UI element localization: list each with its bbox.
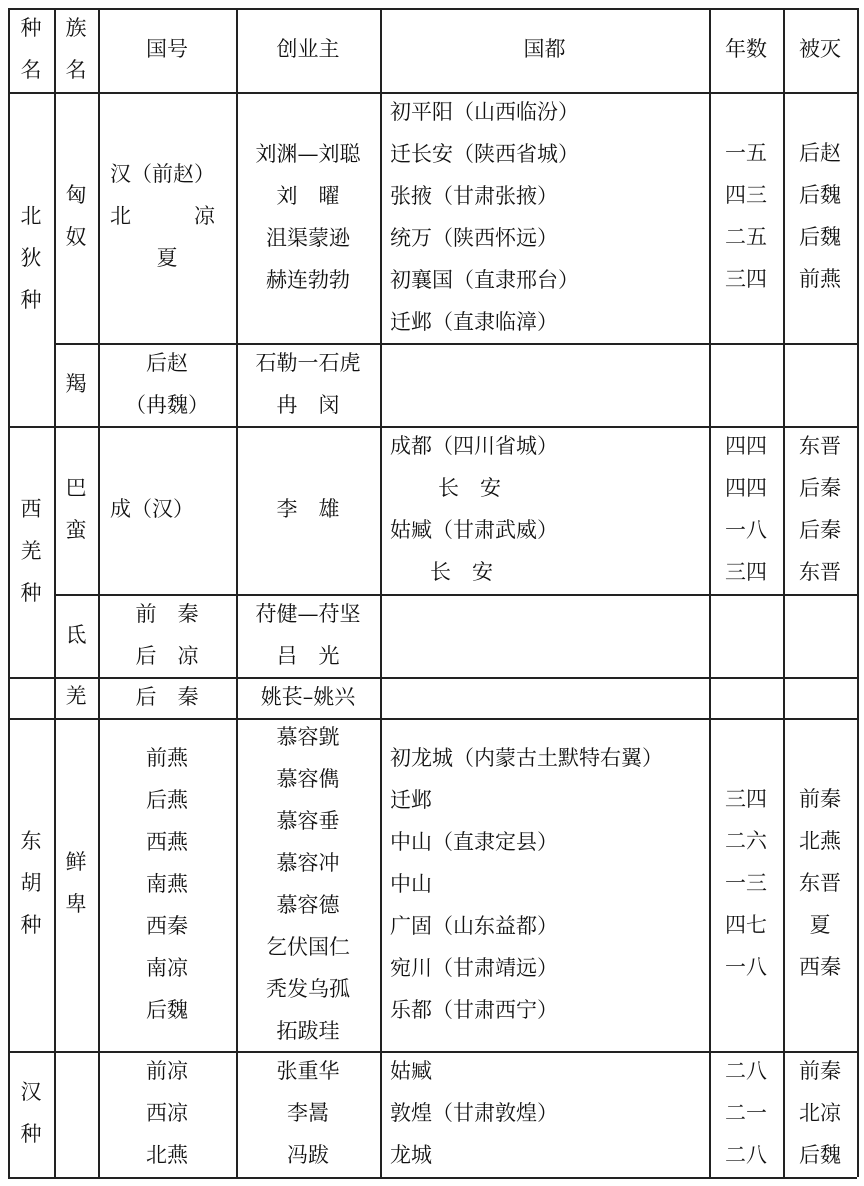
reign-years: 四三 [725, 183, 767, 207]
destroyed-by: 东晋 [799, 560, 841, 584]
clan-name: 奴 [65, 225, 87, 249]
founder-name: 慕容垂 [276, 808, 340, 833]
header-race-name: 名 [20, 58, 42, 82]
row-border [54, 677, 857, 679]
reign-years: 二六 [725, 829, 767, 853]
state-name: 汉（前赵） [110, 162, 215, 186]
row-border [54, 594, 857, 596]
founder-name: 李暠 [287, 1101, 329, 1125]
clan-name: 氐 [65, 623, 87, 647]
header-state-name: 国号 [146, 37, 188, 61]
clan-name: 鲜 [65, 850, 87, 874]
capital: 统万（陕西怀远） [390, 225, 558, 250]
race-name: 种 [20, 288, 42, 312]
founder-name: 刘 曜 [276, 183, 340, 208]
capital: 迁邺 [390, 787, 432, 812]
race-name: 北 [20, 204, 42, 228]
destroyed-by: 前秦 [799, 1059, 841, 1083]
capital: 姑臧 [390, 1059, 432, 1083]
race-name: 种 [20, 581, 42, 605]
capital: 成都（四川省城） [390, 434, 558, 458]
founder-name: 秃发乌孤 [266, 976, 350, 1001]
capital: 初龙城（内蒙古土默特右翼） [390, 745, 663, 770]
reign-years: 二八 [725, 1059, 767, 1083]
founder-name: 拓跋珪 [276, 1018, 340, 1043]
destroyed-by: 西秦 [799, 955, 841, 979]
founder-name: 冉 闵 [276, 392, 340, 417]
reign-years: 一五 [725, 141, 767, 165]
founder-name: 冯跋 [287, 1143, 329, 1167]
capital: 乐都（甘肃西宁） [390, 997, 558, 1022]
capital: 张掖（甘肃张掖） [390, 183, 558, 208]
state-name: 西凉 [146, 1101, 188, 1125]
capital: 广固（山东益都） [390, 913, 558, 938]
founder-name: 吕 光 [276, 643, 340, 668]
state-name: 前燕 [146, 745, 188, 770]
clan-name: 巴 [65, 476, 87, 500]
race-name: 汉 [20, 1080, 42, 1104]
header-race-name: 种 [20, 16, 42, 40]
column-border [709, 8, 711, 1177]
reign-years: 四四 [725, 434, 767, 458]
destroyed-by: 后魏 [799, 1143, 841, 1167]
destroyed-by: 北凉 [799, 1101, 841, 1125]
capital: 中山 [390, 871, 432, 896]
header-bottom-border [8, 92, 857, 94]
clan-name: 匈 [65, 183, 87, 207]
founder-name: 赫连勃勃 [266, 267, 350, 292]
row-border [8, 718, 857, 720]
state-name: 后赵 [146, 350, 188, 375]
destroyed-by: 前秦 [799, 787, 841, 811]
destroyed-by: 东晋 [799, 434, 841, 458]
founder-name: 慕容儁 [276, 766, 340, 791]
reign-years: 二八 [725, 1143, 767, 1167]
capital: 宛川（甘肃靖远） [390, 955, 558, 980]
destroyed-by: 后秦 [799, 476, 841, 500]
table-top-border [8, 8, 857, 10]
race-name: 胡 [20, 871, 42, 895]
capital: 长 安 [438, 476, 501, 500]
header-clan-name: 名 [65, 58, 87, 82]
capital: 长 安 [430, 560, 493, 584]
state-name: 北燕 [146, 1143, 188, 1167]
founder-name: 沮渠蒙逊 [266, 225, 350, 250]
state-name: （冉魏） [125, 392, 209, 417]
state-name: 西秦 [146, 913, 188, 938]
state-name: 后魏 [146, 997, 188, 1022]
reign-years: 三四 [725, 267, 767, 291]
destroyed-by: 北燕 [799, 829, 841, 853]
destroyed-by: 前燕 [799, 267, 841, 291]
capital: 中山（直隶定县） [390, 829, 558, 854]
column-border [8, 8, 10, 1177]
founder-name: 李 雄 [276, 497, 340, 521]
founder-name: 石勒一石虎 [255, 350, 361, 375]
state-name: 后燕 [146, 787, 188, 812]
capital: 初襄国（直隶邢台） [390, 267, 579, 292]
capital: 初平阳（山西临汾） [390, 99, 579, 124]
reign-years: 二五 [725, 225, 767, 249]
state-name: 南凉 [146, 955, 188, 980]
state-name: 前 秦 [135, 601, 199, 626]
reign-years: 一三 [725, 871, 767, 895]
header-founder: 创业主 [276, 37, 340, 61]
destroyed-by: 后魏 [799, 225, 841, 249]
destroyed-by: 东晋 [799, 871, 841, 895]
founder-name: 慕容冲 [276, 850, 340, 875]
capital: 迁邺（直隶临漳） [390, 309, 558, 334]
header-capital: 国都 [523, 37, 566, 61]
capital: 迁长安（陕西省城） [390, 141, 579, 166]
state-name: 夏 [156, 246, 178, 270]
race-name: 羌 [20, 539, 42, 563]
state-name: 后 秦 [135, 684, 199, 709]
column-border [98, 8, 100, 1177]
clan-name: 卑 [65, 892, 87, 916]
state-name: 西燕 [146, 829, 188, 854]
race-name: 种 [20, 913, 42, 937]
state-name: 北 凉 [110, 204, 215, 228]
clan-name: 蛮 [65, 518, 87, 542]
row-border [54, 343, 857, 345]
row-border [8, 677, 54, 679]
header-clan-name: 族 [65, 16, 87, 40]
table-bottom-border [8, 1177, 857, 1179]
reign-years: 四四 [725, 476, 767, 500]
race-name: 种 [20, 1122, 42, 1146]
header-years: 年数 [725, 37, 767, 61]
reign-years: 四七 [725, 913, 767, 937]
race-name: 西 [20, 497, 42, 521]
destroyed-by: 后魏 [799, 183, 841, 207]
state-name: 后 凉 [135, 643, 199, 668]
destroyed-by: 夏 [809, 913, 831, 937]
race-name: 狄 [20, 246, 42, 270]
founder-name: 乞伏国仁 [266, 934, 350, 959]
race-name: 东 [20, 829, 42, 853]
destroyed-by: 后秦 [799, 518, 841, 542]
capital: 敦煌（甘肃敦煌） [390, 1101, 558, 1125]
capital: 姑臧（甘肃武威） [390, 518, 558, 542]
column-border [783, 8, 785, 1177]
column-border [236, 8, 238, 1177]
column-border [380, 8, 382, 1177]
founder-name: 姚苌–姚兴 [260, 684, 356, 709]
founder-name: 慕容皝 [276, 724, 340, 749]
reign-years: 一八 [725, 518, 767, 542]
founder-name: 慕容德 [276, 892, 340, 917]
reign-years: 三四 [725, 787, 767, 811]
reign-years: 一八 [725, 955, 767, 979]
destroyed-by: 后赵 [799, 141, 841, 165]
row-border [8, 426, 857, 428]
state-name: 前凉 [146, 1059, 188, 1083]
header-destroyed-by: 被灭 [799, 37, 841, 61]
reign-years: 二一 [725, 1101, 767, 1125]
founder-name: 张重华 [276, 1059, 340, 1083]
column-border [54, 8, 56, 1177]
state-name: 南燕 [146, 871, 188, 896]
clan-name: 羌 [65, 684, 87, 708]
column-border [857, 8, 859, 1177]
founder-name: 刘渊—刘聪 [255, 141, 361, 166]
row-border [8, 1051, 857, 1053]
reign-years: 三四 [725, 560, 767, 584]
founder-name: 苻健—苻坚 [255, 601, 361, 626]
capital: 龙城 [390, 1143, 432, 1167]
clan-name: 羯 [65, 372, 87, 396]
state-name: 成（汉） [110, 497, 194, 521]
